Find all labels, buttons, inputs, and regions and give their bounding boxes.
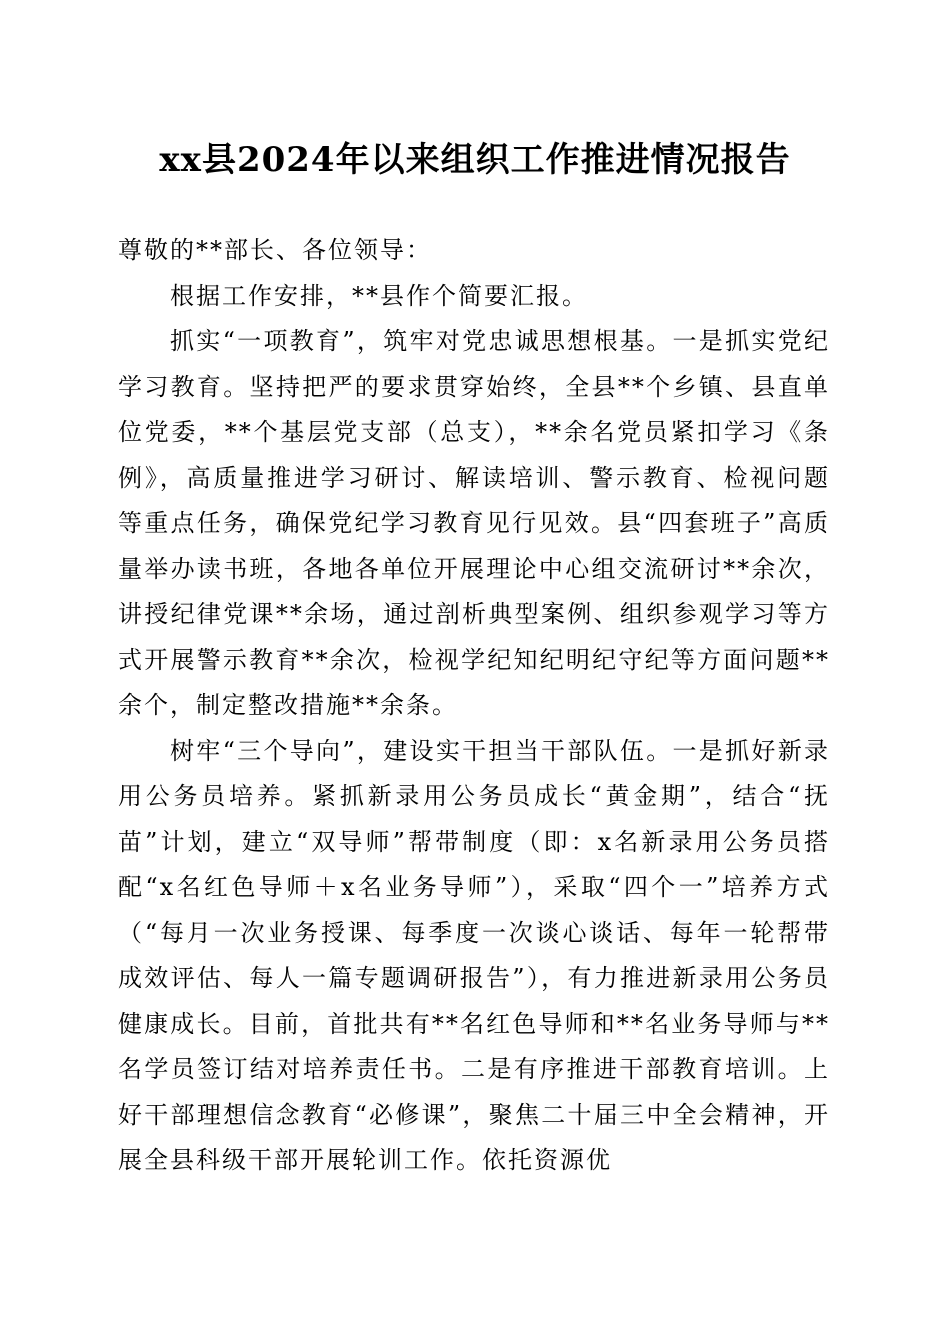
intro-paragraph: 根据工作安排，**县作个简要汇报。 — [170, 281, 588, 310]
paragraph-education: 抓实“一项教育”，筑牢对党忠诚思想根基。一是抓实党纪学习教育。坚持把严的要求贯穿始终，全县**个乡镇、县直单位党委，**个基层党支部（总支），**余名党员紧扣学习《条例》，高质量推进学习研讨、解读培训、警示教育、检视问题等重点任务，确保党纪学习教育见行见效。县“四套班子”高质量举办读书班，各地各单位开展理论中心组交流研讨**余次，讲授纪律党课**余场，通过剖析典型案例、组织参观学习等方式开展警示教育**余次，检视学纪知纪明纪守纪等方面问题**余个，制定整改措施**余条。 — [118, 327, 830, 719]
document-title: xx县2024年以来组织工作推进情况报告 — [159, 140, 791, 180]
document-body — [118, 228, 830, 1184]
salutation: 尊敬的**部长、各位领导： — [118, 236, 432, 264]
paragraph-cadre: 树牢“三个导向”，建设实干担当干部队伍。一是抓好新录用公务员培养。紧抓新录用公务员成长“黄金期”，结合“抚苗”计划，建立“双导师”帮带制度（即：x名新录用公务员搭配“x名红色导师＋x名业务导师”），采取“四个一”培养方式（“每月一次业务授课、每季度一次谈心谈话、每年一轮帮带成效评估、每人一篇专题调研报告”），有力推进新录用公务员健康成长。目前，首批共有**名红色导师和**名业务导师与**名学员签订结对培养责任书。二是有序推进干部教育培训。上好干部理想信念教育“必修课”，聚焦二十届三中全会精神，开展全县科级干部开展轮训工作。依托资源优 — [118, 736, 830, 1174]
